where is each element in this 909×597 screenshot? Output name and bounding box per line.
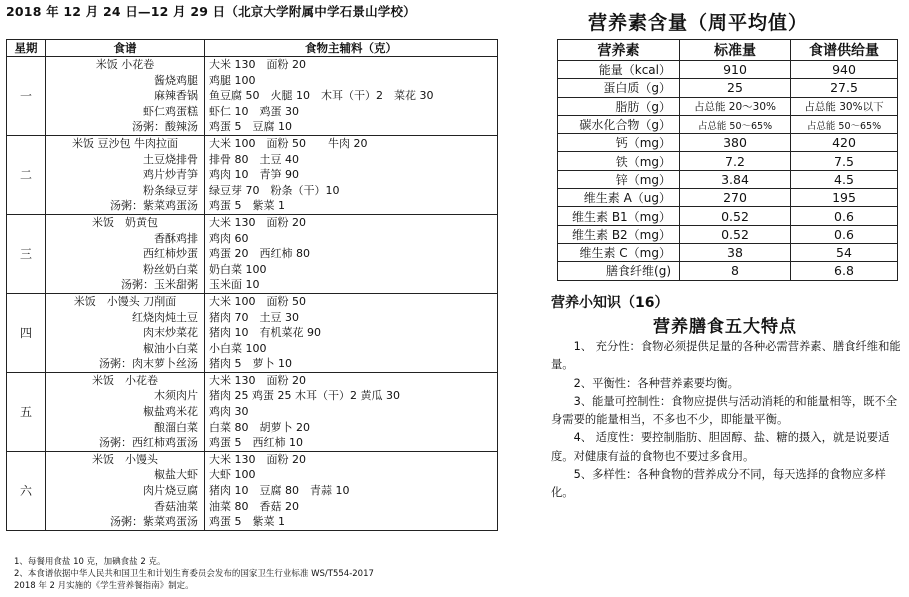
knowledge-subtitle: 营养膳食五大特点: [653, 317, 797, 337]
weekday-label: 六: [7, 451, 46, 530]
col-ingredients: 食物主辅料（克）: [205, 40, 498, 57]
ingredient-item: 大虾 100: [209, 468, 256, 482]
ingredient-item: 大米 130 面粉 20: [209, 452, 306, 466]
menu-day-row: [7, 135, 498, 214]
dish-item: 粉条绿豆芽: [143, 183, 198, 197]
dish-list: [46, 214, 205, 293]
supply-value: 420: [791, 134, 898, 152]
nutrient-name: 维生素 B2（mg）: [558, 225, 680, 243]
ingredient-item: 鸡蛋 5 紫菜 1: [209, 515, 285, 529]
menu-day-row: [7, 451, 498, 530]
col-weekday: 星期: [7, 40, 46, 57]
ingredient-item: 大米 100 面粉 50: [209, 294, 306, 308]
knowledge-title: 营养小知识（16）: [551, 295, 669, 311]
ingredient-list: [205, 372, 498, 451]
dish-item: 汤粥：西红柿鸡蛋汤: [99, 436, 198, 450]
dish-item: 红烧肉炖土豆: [132, 310, 198, 324]
dish-item: 粉丝奶白菜: [143, 262, 198, 276]
ingredient-item: 白菜 80 胡萝卜 20: [209, 420, 310, 434]
standard-value: 占总能 50～65%: [680, 115, 791, 133]
dish-item: 肉片烧豆腐: [143, 484, 198, 498]
standard-value: 25: [680, 79, 791, 97]
nutrient-name: 维生素 B1（mg）: [558, 207, 680, 225]
nutrient-name: 膳食纤维(g): [558, 262, 680, 280]
dish-item: 土豆烧排骨: [143, 152, 198, 166]
dish-item: 汤粥：紫菜鸡蛋汤: [110, 515, 198, 529]
ingredient-item: 鸡腿 100: [209, 73, 256, 87]
dish-item: 西红柿炒蛋: [143, 247, 198, 261]
supply-value: 占总能 30%以下: [791, 97, 898, 115]
nutrient-name: 能量（kcal）: [558, 61, 680, 79]
standard-value: 占总能 20～30%: [680, 97, 791, 115]
ingredient-item: 鸡肉 60: [209, 231, 249, 245]
ingredient-item: 猪肉 10 豆腐 80 青蒜 10: [209, 484, 350, 498]
nutrition-row: [558, 97, 898, 115]
knowledge-item: 2、平衡性：各种营养素要均衡。: [573, 376, 739, 390]
ingredient-item: 鸡蛋 5 豆腐 10: [209, 120, 292, 134]
ingredient-item: 鸡肉 10 青笋 90: [209, 168, 299, 182]
nutrient-name: 钙（mg）: [558, 134, 680, 152]
ingredient-item: 猪肉 10 有机菜花 90: [209, 326, 321, 340]
dish-list: [46, 372, 205, 451]
ingredient-item: 虾仁 10 鸡蛋 30: [209, 104, 299, 118]
nutrition-row: [558, 134, 898, 152]
menu-header-row: [7, 40, 498, 57]
nutrition-row: [558, 79, 898, 97]
standard-value: 0.52: [680, 207, 791, 225]
dish-item: 椒盐大虾: [154, 468, 198, 482]
ingredient-item: 油菜 80 香菇 20: [209, 499, 299, 513]
footnotes: [14, 556, 374, 592]
dish-item: 椒油小白菜: [143, 341, 198, 355]
menu-day-row: [7, 293, 498, 372]
standard-value: 380: [680, 134, 791, 152]
standard-value: 270: [680, 189, 791, 207]
knowledge-item: 4、 适度性：要控制脂肪、胆固醇、盐、糖的摄入，就是说要适度。对健康有益的食物也不要过多食用。: [551, 431, 890, 463]
ingredient-item: 鸡肉 30: [209, 405, 249, 419]
dish-item: 汤粥：玉米甜粥: [121, 278, 198, 292]
standard-value: 3.84: [680, 170, 791, 188]
dish-item: 香菇油菜: [154, 499, 198, 513]
ingredient-item: 绿豆芽 70 粉条（干）10: [209, 183, 340, 197]
nutrient-name: 维生素 C（mg）: [558, 243, 680, 261]
ingredient-item: 小白菜 100: [209, 341, 267, 355]
nutrient-name: 脂肪（g）: [558, 97, 680, 115]
ingredient-item: 大米 100 面粉 50 牛肉 20: [209, 136, 368, 150]
col-nutrient: 营养素: [558, 40, 680, 61]
col-standard: 标准量: [680, 40, 791, 61]
ingredient-list: [205, 214, 498, 293]
knowledge-body: [551, 338, 901, 503]
standard-value: 7.2: [680, 152, 791, 170]
nutrition-table: [557, 39, 898, 281]
weekday-label: 一: [7, 57, 46, 136]
ingredient-item: 排骨 80 土豆 40: [209, 152, 299, 166]
ingredient-item: 大米 130 面粉 20: [209, 215, 306, 229]
dish-item: 椒盐鸡米花: [143, 405, 198, 419]
dish-item: 香酥鸡排: [154, 231, 198, 245]
dish-item: 米饭 奶黄包: [92, 215, 158, 229]
nutrient-name: 碳水化合物（g）: [558, 115, 680, 133]
menu-day-row: [7, 214, 498, 293]
dish-item: 麻辣香锅: [154, 89, 198, 103]
ingredient-list: [205, 57, 498, 136]
dish-item: 汤粥：酸辣汤: [132, 120, 198, 134]
ingredient-item: 猪肉 70 土豆 30: [209, 310, 299, 324]
dish-item: 米饭 小馒头 刀削面: [73, 294, 177, 308]
dish-item: 米饭 小馒头: [92, 452, 158, 466]
supply-value: 0.6: [791, 207, 898, 225]
knowledge-item: 5、多样性：各种食物的营养成分不同，每天选择的食物应多样化。: [551, 468, 886, 500]
nutrition-row: [558, 207, 898, 225]
dish-item: 酱烧鸡腿: [154, 73, 198, 87]
dish-item: 酿溜白菜: [154, 420, 198, 434]
weekday-label: 四: [7, 293, 46, 372]
knowledge-item: 1、 充分性：食物必须提供足量的各种必需营养素、膳食纤维和能量。: [551, 340, 901, 372]
supply-value: 占总能 50～65%: [791, 115, 898, 133]
nutrition-header-row: [558, 40, 898, 61]
supply-value: 7.5: [791, 152, 898, 170]
dish-list: [46, 135, 205, 214]
nutrition-row: [558, 115, 898, 133]
dish-item: 汤粥：紫菜鸡蛋汤: [110, 199, 198, 213]
ingredient-item: 鸡蛋 5 西红柿 10: [209, 436, 303, 450]
col-supply: 食谱供给量: [791, 40, 898, 61]
standard-value: 0.52: [680, 225, 791, 243]
weekday-label: 五: [7, 372, 46, 451]
dish-list: [46, 451, 205, 530]
ingredient-item: 猪肉 25 鸡蛋 25 木耳（干）2 黄瓜 30: [209, 389, 400, 403]
weekday-label: 二: [7, 135, 46, 214]
menu-day-row: [7, 57, 498, 136]
ingredient-item: 鸡蛋 20 西红柿 80: [209, 247, 310, 261]
nutrient-name: 维生素 A（ug）: [558, 189, 680, 207]
footnote: 2018 年 2 月实施的《学生营养餐指南》制定。: [14, 581, 194, 591]
col-recipe: 食谱: [46, 40, 205, 57]
nutrient-name: 蛋白质（g）: [558, 79, 680, 97]
nutrition-row: [558, 225, 898, 243]
nutrition-title: 营养素含量（周平均值）: [588, 12, 809, 34]
ingredient-item: 鸡蛋 5 紫菜 1: [209, 199, 285, 213]
dish-item: 木须肉片: [154, 389, 198, 403]
knowledge-item: 3、能量可控制性：食物应提供与活动消耗的和能量相等，既不全身需要的能量相当，不多也不少，即能量平衡。: [551, 394, 898, 427]
ingredient-list: [205, 451, 498, 530]
nutrition-row: [558, 170, 898, 188]
footnote: 1、每餐用食盐 10 克，加碘食盐 2 克。: [14, 557, 166, 567]
nutrition-row: [558, 61, 898, 79]
nutrient-name: 锌（mg）: [558, 170, 680, 188]
supply-value: 4.5: [791, 170, 898, 188]
standard-value: 910: [680, 61, 791, 79]
dish-list: [46, 57, 205, 136]
nutrition-row: [558, 243, 898, 261]
standard-value: 8: [680, 262, 791, 280]
dish-item: 米饭 豆沙包 牛肉拉面: [72, 136, 178, 150]
weekday-label: 三: [7, 214, 46, 293]
ingredient-item: 猪肉 5 萝卜 10: [209, 357, 292, 371]
footnote: 2、本食谱依据中华人民共和国卫生和计划生育委员会发布的国家卫生行业标准 WS/T554-2017: [14, 569, 374, 579]
dish-item: 米饭 小花卷: [92, 373, 158, 387]
dish-list: [46, 293, 205, 372]
ingredient-list: [205, 135, 498, 214]
ingredient-item: 鱼豆腐 50 火腿 10 木耳（干）2 菜花 30: [209, 89, 434, 103]
supply-value: 54: [791, 243, 898, 261]
ingredient-list: [205, 293, 498, 372]
nutrition-row: [558, 262, 898, 280]
menu-day-row: [7, 372, 498, 451]
nutrient-name: 铁（mg）: [558, 152, 680, 170]
dish-item: 虾仁鸡蛋糕: [143, 104, 198, 118]
dish-item: 汤粥：肉末萝卜丝汤: [99, 357, 198, 371]
nutrition-row: [558, 189, 898, 207]
dish-item: 肉末炒菜花: [143, 326, 198, 340]
supply-value: 0.6: [791, 225, 898, 243]
ingredient-item: 大米 130 面粉 20: [209, 58, 306, 71]
nutrition-row: [558, 152, 898, 170]
ingredient-item: 奶白菜 100: [209, 262, 267, 276]
page-title: 2018 年 12 月 24 日—12 月 29 日（北京大学附属中学石景山学校）: [6, 4, 416, 19]
standard-value: 38: [680, 243, 791, 261]
supply-value: 27.5: [791, 79, 898, 97]
supply-value: 940: [791, 61, 898, 79]
supply-value: 195: [791, 189, 898, 207]
dish-item: 鸡片炒青笋: [143, 168, 198, 182]
ingredient-item: 大米 130 面粉 20: [209, 373, 306, 387]
menu-table: [6, 39, 498, 531]
ingredient-item: 玉米面 10: [209, 278, 260, 292]
dish-item: 米饭 小花卷: [95, 58, 155, 71]
supply-value: 6.8: [791, 262, 898, 280]
